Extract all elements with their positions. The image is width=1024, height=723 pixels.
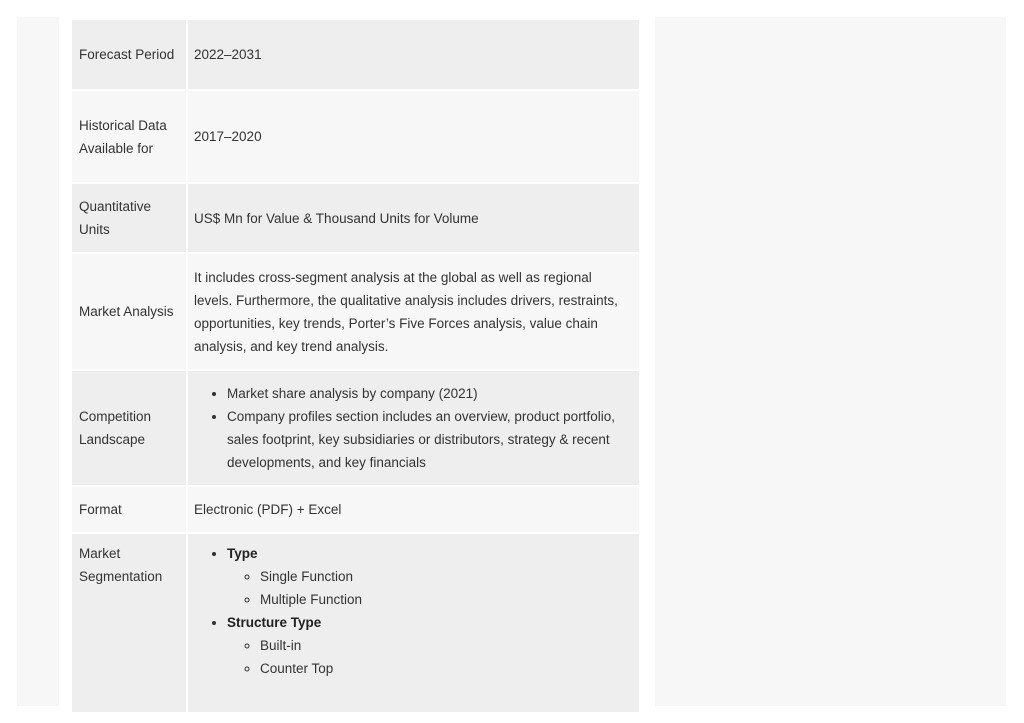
segment-title: Type: [227, 546, 258, 561]
row-value: [187, 370, 640, 486]
list-item: ◦ Single Function: [260, 565, 631, 588]
row-value: 2022–2031: [187, 19, 640, 90]
segment-sublist: [227, 634, 631, 680]
list-item: ◦ Multiple Function: [260, 588, 631, 611]
row-value: US$ Mn for Value & Thousand Units for Volume: [187, 183, 640, 253]
table-row: [71, 253, 640, 370]
table-row: [71, 533, 640, 713]
segment-title: Structure Type: [227, 615, 322, 630]
row-label: Forecast Period: [71, 19, 187, 90]
table-row: [71, 90, 640, 183]
list-item: • Company profiles section includes an overview, product portfolio, sales footprint, key subsidiaries or distributors, strategy & recent developments, and key financials: [227, 405, 631, 474]
row-value: Electronic (PDF) + Excel: [187, 486, 640, 533]
row-value: 2017–2020: [187, 90, 640, 183]
table-row: [71, 19, 640, 90]
segment-sublist: [227, 565, 631, 611]
row-value: It includes cross-segment analysis at the global as well as regional levels. Furthermore, the qualitative analysis includes drivers, restraints, opportunities, key trends, Porter’s Five Forces analysis, value chain analysis, and key trend analysis.: [187, 253, 640, 370]
row-label: Format: [71, 486, 187, 533]
row-label: Competition Landscape: [71, 370, 187, 486]
list-item: [227, 611, 631, 680]
row-label: Market Segmentation: [71, 533, 187, 713]
report-specs-table: [70, 18, 641, 714]
list-item: ◦ Built-in: [260, 634, 631, 657]
competition-list: [194, 382, 631, 474]
row-label: Quantitative Units: [71, 183, 187, 253]
row-value: [187, 533, 640, 713]
list-item: • Market share analysis by company (2021): [227, 382, 631, 405]
list-item: ◦ Counter Top: [260, 657, 631, 680]
row-label: Market Analysis: [71, 253, 187, 370]
table-row: [71, 183, 640, 253]
table-row: [71, 486, 640, 533]
list-item: [227, 542, 631, 611]
table-row: [71, 370, 640, 486]
segmentation-list: [194, 542, 631, 680]
sidebar-panel: [655, 17, 1006, 706]
row-label: Historical Data Available for: [71, 90, 187, 183]
